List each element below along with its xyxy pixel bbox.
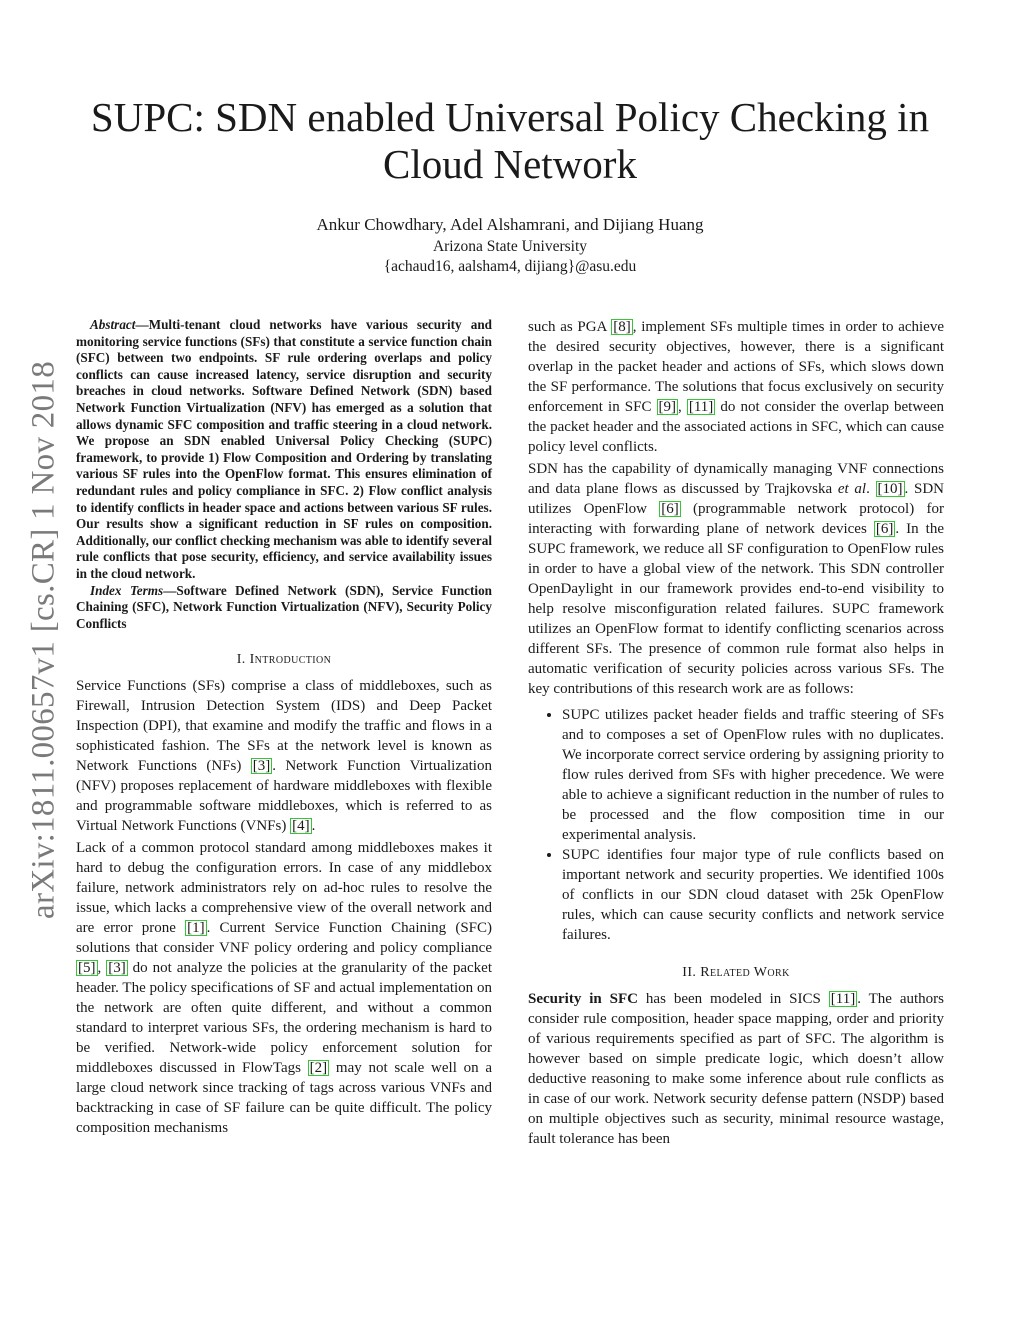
citation-link[interactable]: [11] <box>688 399 714 415</box>
citation-link[interactable]: [9] <box>658 399 677 415</box>
left-column <box>76 317 492 1138</box>
author-emails: {achaud16, aalsham4, dijiang}@asu.edu <box>383 258 637 275</box>
section-heading-introduction <box>76 650 492 670</box>
text-run: . The authors consider rule composition, header space mapping, order and priority of various requirements specified as part of SFC. The algorithm is however based on simple predicate logic, which doesn’t allow deductive reasoning to make some inference about rule conflicts as in case of our work. Network security defense pattern (NSDP) based on multiple objectives such as security, minimal resource wastage, fault tolerance has been <box>528 991 944 1147</box>
citation-link[interactable]: [4] <box>292 818 310 835</box>
section-numeral: I. <box>236 652 246 668</box>
citation-link[interactable]: [1] <box>187 920 205 937</box>
text-run: . Current Service Function Chaining (SFC) solutions that consider VNF policy ordering and policy compliance <box>76 920 492 957</box>
text-run: Lack of a common protocol standard among middleboxes makes it hard to debug the configuration errors. In case of any middlebox failure, network administrators rely on ad-hoc rules to resolve the issue, which lacks a comprehensive view of the overall network and are error prone <box>76 840 492 937</box>
abstract-text: —Multi-tenant cloud networks have various security and monitoring service functions (SFs) that constitute a service function chain (SFC) between two endpoints. SF rule ordering overlaps and policy conflicts can cause increased latency, service disruption and security breaches in cloud networks. Software Defined Network (SDN) based Network Function Virtualization (NFV) has emerged as a solution that allows dynamic SFC composition and traffic steering in a cloud network. We propose an SDN enabled Universal Policy Checking (SUPC) framework, to provide 1) Flow Composition and Ordering by translating various SF rules into the OpenFlow format. This ensures elimination of redundant rules and policy compliance in SFC. 2) Flow conflict analysis to identify conflicts in header space and actions between various SF rules. Our results show a significant reduction in SF rules on composition. Additionally, our conflict checking mechanism was able to identify several rule conflicts that pose security, efficiency, and service availability issues in the cloud network. <box>76 317 492 581</box>
citation-link[interactable]: [2] <box>309 1060 328 1077</box>
intro-paragraph-2 <box>76 838 492 1138</box>
section-name: Introduction <box>249 652 332 668</box>
arxiv-stamp: arXiv:1811.00657v1 [cs.CR] 1 Nov 2018 <box>25 360 62 920</box>
list-item: • SUPC utilizes packet header fields and traffic steering of SFs and to composes a set of OpenFlow rules with no duplicates. We incorporate correct service ordering by assigning priority to flow rules derived from SFs with higher precedence. We were able to achieve a significant reduction in the number of rules to be processed and the flow composition time in our experimental analysis. <box>562 705 944 845</box>
text-run: . SDN utilizes OpenFlow <box>528 481 945 517</box>
text-run: , <box>678 399 687 415</box>
affiliation: Arizona State University <box>432 238 588 255</box>
citation-link[interactable]: [10] <box>877 481 903 497</box>
citation-link[interactable]: [5] <box>78 960 96 977</box>
text-run: . <box>866 481 876 497</box>
text-run: (programmable network protocol) for interacting with forwarding plane of network devices <box>528 501 945 537</box>
text-run: . In the SUPC framework, we reduce all SF configuration to OpenFlow rules in order to have a global view of the network. This SDN controller OpenDaylight in our framework provides end-to-end visibility to help resolve misconfiguration related failures. SUPC framework utilizes an OpenFlow format to identify conflicting scenarios across different SFs. The presence of common rule format also helps in automatic verification of security policies across various SFs. The key contributions of this research work are as follows: <box>528 521 944 697</box>
run-in-heading: Security in SFC <box>528 991 638 1007</box>
text-run: , implement SFs multiple times in order to achieve the desired security objectives, however, there is a significant overlap in the packet header and actions of SFs, which slows down the SF performance. The solutions that focus exclusively on security enforcement in SFC <box>528 319 944 415</box>
citation-link[interactable]: [6] <box>661 501 679 517</box>
related-work-paragraph <box>528 989 944 1149</box>
list-item: • SUPC identifies four major type of rule conflicts based on important network and security properties. We identified 100s of conflicts in our SDN cloud dataset with 25k OpenFlow rules, which can cause security conflicts and network service failures. <box>562 845 944 945</box>
text-run: Service Functions (SFs) comprise a class of middleboxes, such as Firewall, Intrusion Detection System (IDS) and Deep Packet Inspection (DPI), that examine and modify the traffic and flows in a sophisticated fashion. The SFs at the network level is known as Network Functions (NFs) <box>76 678 492 775</box>
text-run: has been modeled in SICS <box>638 991 829 1007</box>
citation-link[interactable]: [11] <box>830 991 856 1007</box>
text-run: do not consider the overlap between the packet header and the associated actions in SFC, which can cause policy level conflicts. <box>528 399 944 455</box>
citation-link[interactable]: [8] <box>613 319 631 335</box>
text-run: . Network Function Virtualization (NFV) proposes replacement of hardware middleboxes with flexible and programmable software middleboxes, which is referred to as Virtual Network Functions (VNFs) <box>76 758 492 835</box>
text-run: . <box>311 818 316 835</box>
text-run-italic: et al <box>837 481 867 497</box>
abstract <box>76 317 492 583</box>
contribution-list <box>528 705 944 945</box>
index-terms-text: —Software Defined Network (SDN), Service Function Chaining (SFC), Network Function Virtualization (NFV), Security Policy Conflicts <box>76 582 492 631</box>
section-numeral: II. <box>682 965 697 980</box>
text-run: such as PGA <box>528 319 612 335</box>
text-run: SDN has the capability of dynamically managing VNF connections and data plane flows as discussed by Trajkovska <box>528 461 944 497</box>
text-run: , <box>97 960 107 977</box>
abstract-label: Abstract <box>90 317 136 332</box>
right-column <box>528 317 944 1149</box>
right-paragraph-2 <box>528 459 944 699</box>
right-paragraph-1 <box>528 317 944 457</box>
index-terms-label: Index Terms <box>90 582 164 598</box>
paper-title: SUPC: SDN enabled Universal Policy Checking in Cloud Network <box>90 94 930 187</box>
section-name: Related Work <box>700 965 790 980</box>
citation-link[interactable]: [6] <box>875 521 894 537</box>
text-run: may not scale well on a large cloud network since tracking of tags across various VNFs and backtracking in case of SF failure can be quite difficult. The policy composition mechanisms <box>76 1060 492 1137</box>
index-terms <box>76 583 492 633</box>
intro-paragraph-1 <box>76 676 492 836</box>
text-run: do not analyze the policies at the granularity of the packet header. The policy specifications of SF and actual implementation on the network are often quite different, and without a common standard to interpret various SFs, the ordering mechanism is hard to be verified. Network-wide policy enforcement solution for middleboxes discussed in FlowTags <box>76 960 492 1077</box>
author-list: Ankur Chowdhary, Adel Alshamrani, and Dijiang Huang <box>316 215 704 234</box>
citation-link[interactable]: [3] <box>252 758 271 775</box>
citation-link[interactable]: [3] <box>108 960 126 977</box>
section-heading-related-work <box>528 963 944 983</box>
